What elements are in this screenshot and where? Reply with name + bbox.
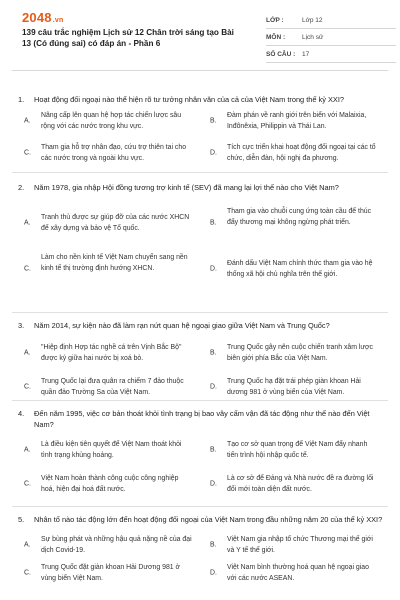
option-c[interactable]	[24, 143, 204, 165]
option-c[interactable]	[24, 563, 204, 585]
meta-value: Lịch sử	[302, 33, 324, 41]
question-prompt: Năm 2014, sự kiện nào đã làm rạn nứt quan hệ ngoại giao giữa Việt Nam và Trung Quốc?	[34, 321, 330, 330]
option-text: Nâng cấp lên quan hệ hợp tác chiến lược sâu rộng với các nước trong khu vực.	[41, 112, 182, 130]
option-b[interactable]	[210, 111, 386, 133]
option-letter: B.	[210, 541, 217, 549]
option-text: Tham gia vào chuỗi cung ứng toàn cầu để thúc đẩy thương mại không ngừng phát triển.	[227, 208, 372, 226]
question-text	[14, 182, 384, 193]
meta-row-count	[266, 46, 396, 63]
option-letter: A.	[24, 117, 31, 125]
option-letter: B.	[210, 446, 217, 454]
option-letter: C.	[24, 480, 31, 488]
option-letter: C.	[24, 569, 31, 577]
question-number: 4.	[18, 409, 25, 418]
options-grid	[14, 199, 384, 299]
options-grid	[14, 531, 384, 589]
option-d[interactable]	[210, 563, 386, 585]
option-letter: C.	[24, 383, 31, 391]
meta-value: Lớp 12	[302, 16, 323, 24]
question-number: 1.	[18, 95, 25, 104]
option-b[interactable]	[210, 207, 386, 240]
option-b[interactable]	[210, 440, 386, 462]
option-letter: C.	[24, 265, 31, 273]
question-number: 3.	[18, 321, 25, 330]
question-text	[14, 320, 384, 331]
option-text: Đàm phán về ranh giới trên biển với Malaixia, Inđônêxia, Philippin và Thái Lan.	[227, 112, 367, 130]
page-header	[12, 0, 388, 62]
question-divider	[12, 172, 388, 173]
option-text: Việt Nam hoàn thành công cuộc công nghiệp hoá, hiện đại hoá đất nước.	[41, 475, 179, 493]
option-letter: D.	[210, 480, 217, 488]
question-prompt: Năm 1978, gia nhập Hội đồng tương trợ kinh tế (SEV) đã mang lại lợi thế nào cho Việt Nam?	[34, 183, 339, 192]
question-text	[14, 514, 384, 525]
option-text: Làm cho nền kinh tế Việt Nam chuyển sang nền kinh tế thị trường định hướng XHCN.	[41, 254, 188, 272]
option-a[interactable]	[24, 343, 204, 365]
option-text: Trung Quốc hạ đặt trái phép giàn khoan Hải dương 981 ở vùng biển của Việt Nam.	[227, 378, 361, 396]
option-letter: D.	[210, 383, 217, 391]
option-text: Trung Quốc lại đưa quân ra chiếm 7 đảo thuộc quần đảo Trường Sa của Việt Nam.	[41, 378, 184, 396]
question-text	[14, 408, 384, 430]
option-text: Sự bùng phát và những hậu quả nặng nề của đại dịch Covid-19.	[41, 536, 192, 554]
option-text: Trung Quốc đặt giàn khoan Hải Dương 981 ở vùng biển Việt Nam.	[41, 564, 181, 582]
option-a[interactable]	[24, 111, 204, 133]
question-prompt: Nhân tố nào tác động lớn đến hoạt động đối ngoại của Việt Nam trong đầu những năm 20 của thế kỷ XXI?	[34, 515, 383, 524]
question-divider	[12, 312, 388, 313]
option-a[interactable]	[24, 440, 204, 462]
option-c[interactable]	[24, 474, 204, 496]
option-text: Tham gia hỗ trợ nhân đạo, cứu trợ thiên tai cho các nước trong và ngoài khu vực.	[41, 144, 187, 162]
option-text: Là cơ sở để Đảng và Nhà nước đề ra đường lối đổi mới toàn diện đất nước.	[227, 475, 374, 493]
option-c[interactable]	[24, 377, 204, 399]
site-logo[interactable]	[22, 10, 63, 25]
option-text: Đánh dấu Việt Nam chính thức tham gia vào hệ thống xã hội chủ nghĩa trên thế giới.	[227, 260, 373, 278]
question-1	[14, 94, 384, 179]
option-d[interactable]	[210, 259, 386, 281]
meta-label: SỐ CÂU :	[266, 50, 296, 58]
options-grid	[14, 436, 384, 500]
option-c[interactable]	[24, 253, 204, 286]
option-letter: D.	[210, 265, 217, 273]
header-divider	[12, 70, 388, 71]
option-letter: A.	[24, 446, 31, 454]
option-letter: A.	[24, 219, 31, 227]
option-letter: D.	[210, 149, 217, 157]
question-text	[14, 94, 384, 105]
option-letter: A.	[24, 349, 31, 357]
option-a[interactable]	[24, 213, 204, 235]
question-number: 5.	[18, 515, 25, 524]
option-letter: D.	[210, 569, 217, 577]
meta-label: MÔN :	[266, 33, 286, 41]
meta-value: 17	[302, 50, 310, 58]
option-letter: B.	[210, 349, 217, 357]
logo-suffix: .vn	[52, 17, 64, 24]
option-b[interactable]	[210, 535, 386, 557]
question-prompt: Đến năm 1995, việc cơ bản thoát khỏi tình trạng bị bao vây cấm vận đã tác động như thế nào đến Việt Nam?	[34, 409, 370, 429]
option-text: Là điều kiện tiên quyết để Việt Nam thoát khỏi tình trạng khủng hoảng.	[41, 441, 182, 459]
meta-row-grade	[266, 12, 396, 29]
option-text: Trung Quốc gây nên cuộc chiến tranh xâm lược biên giới phía Bắc của Việt Nam.	[227, 344, 373, 362]
question-number: 2.	[18, 183, 25, 192]
meta-info-table	[266, 12, 396, 63]
option-text: Tranh thủ được sự giúp đỡ của các nước XHCN để xây dựng và bảo vệ Tổ quốc.	[41, 214, 190, 232]
option-text: "Hiệp định Hợp tác nghề cá trên Vịnh Bắc Bộ" được ký giữa hai nước bị xoá bỏ.	[41, 344, 182, 362]
meta-label: LỚP :	[266, 16, 284, 24]
question-2	[14, 182, 384, 299]
option-text: Việt Nam gia nhập tổ chức Thương mại thế giới và Y tế thế giới.	[227, 536, 373, 554]
question-prompt: Hoạt động đối ngoại nào thể hiện rõ tư tưởng nhân văn của cả của Việt Nam trong thế kỷ XXI?	[34, 95, 345, 104]
option-text: Tích cực triển khai hoạt động đối ngoại tại các tổ chức, diễn đàn, hội nghị đa phương.	[227, 144, 376, 162]
option-letter: C.	[24, 149, 31, 157]
option-letter: B.	[210, 117, 217, 125]
option-a[interactable]	[24, 535, 204, 557]
option-d[interactable]	[210, 474, 386, 496]
option-b[interactable]	[210, 343, 386, 365]
option-text: Tạo cơ sở quan trọng để Việt Nam đẩy nhanh tiến trình hội nhập quốc tế.	[227, 441, 368, 459]
question-divider	[12, 400, 388, 401]
question-divider	[12, 506, 388, 507]
option-letter: B.	[210, 219, 217, 227]
options-grid	[14, 111, 384, 179]
options-grid	[14, 337, 384, 413]
question-5	[14, 514, 384, 589]
page-title: 139 câu trắc nghiệm Lịch sử 12 Chân trời sáng tạo Bài 13 (Có đúng sai) có đáp án - Phần 6	[22, 28, 234, 48]
question-4	[14, 408, 384, 500]
option-letter: A.	[24, 541, 31, 549]
option-d[interactable]	[210, 143, 386, 165]
meta-row-subject	[266, 29, 396, 46]
option-text: Việt Nam bình thường hoá quan hệ ngoại giao với các nước ASEAN.	[227, 564, 369, 582]
logo-text: 2048	[22, 10, 52, 25]
option-d[interactable]	[210, 377, 386, 399]
